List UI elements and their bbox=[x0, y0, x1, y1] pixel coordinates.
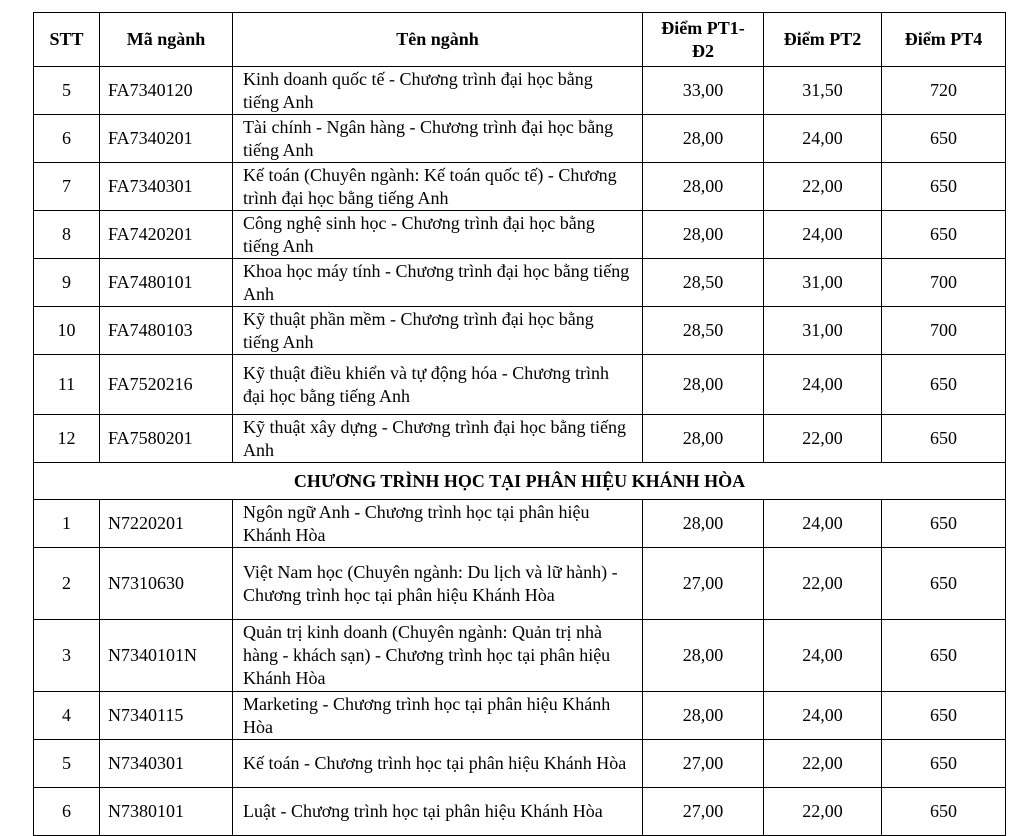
cell-code: FA7480103 bbox=[100, 307, 233, 355]
cell-pt2: 24,00 bbox=[764, 115, 882, 163]
cell-pt4: 700 bbox=[882, 259, 1006, 307]
cell-pt2: 24,00 bbox=[764, 355, 882, 415]
cell-stt: 3 bbox=[34, 620, 100, 692]
cell-pt4: 650 bbox=[882, 115, 1006, 163]
cell-pt1: 28,00 bbox=[643, 500, 764, 548]
cell-name: Kỹ thuật điều khiển và tự động hóa - Chương trình đại học bằng tiếng Anh bbox=[233, 355, 643, 415]
cell-stt: 5 bbox=[34, 67, 100, 115]
cell-code: N7340301 bbox=[100, 740, 233, 788]
cell-name: Marketing - Chương trình học tại phân hiệu Khánh Hòa bbox=[233, 692, 643, 740]
cell-pt1: 28,00 bbox=[643, 115, 764, 163]
cell-stt: 6 bbox=[34, 788, 100, 836]
cell-name: Kế toán - Chương trình học tại phân hiệu Khánh Hòa bbox=[233, 740, 643, 788]
header-pt2: Điểm PT2 bbox=[764, 13, 882, 67]
cell-pt4: 650 bbox=[882, 211, 1006, 259]
header-stt: STT bbox=[34, 13, 100, 67]
cell-code: N7380101 bbox=[100, 788, 233, 836]
cell-pt1: 28,00 bbox=[643, 415, 764, 463]
cell-stt: 8 bbox=[34, 211, 100, 259]
cell-pt4: 650 bbox=[882, 355, 1006, 415]
cell-code: N7340115 bbox=[100, 692, 233, 740]
header-code: Mã ngành bbox=[100, 13, 233, 67]
cell-pt1: 28,00 bbox=[643, 692, 764, 740]
cell-stt: 4 bbox=[34, 692, 100, 740]
table-row bbox=[34, 548, 1006, 620]
header-name: Tên ngành bbox=[233, 13, 643, 67]
table-row bbox=[34, 415, 1006, 463]
cell-stt: 6 bbox=[34, 115, 100, 163]
table-row bbox=[34, 788, 1006, 836]
header-pt4: Điểm PT4 bbox=[882, 13, 1006, 67]
cell-pt4: 650 bbox=[882, 548, 1006, 620]
cell-pt4: 650 bbox=[882, 788, 1006, 836]
cell-name: Khoa học máy tính - Chương trình đại học bằng tiếng Anh bbox=[233, 259, 643, 307]
cell-stt: 2 bbox=[34, 548, 100, 620]
cell-pt1: 27,00 bbox=[643, 740, 764, 788]
cell-pt1: 27,00 bbox=[643, 548, 764, 620]
cell-pt2: 24,00 bbox=[764, 692, 882, 740]
table-row bbox=[34, 692, 1006, 740]
table-row bbox=[34, 163, 1006, 211]
cell-pt2: 22,00 bbox=[764, 163, 882, 211]
table-row bbox=[34, 620, 1006, 692]
cell-pt4: 700 bbox=[882, 307, 1006, 355]
cell-pt2: 22,00 bbox=[764, 415, 882, 463]
cell-stt: 5 bbox=[34, 740, 100, 788]
cell-code: N7220201 bbox=[100, 500, 233, 548]
cell-pt1: 28,00 bbox=[643, 211, 764, 259]
cell-stt: 9 bbox=[34, 259, 100, 307]
section-row bbox=[34, 463, 1006, 500]
cell-name: Công nghệ sinh học - Chương trình đại học bằng tiếng Anh bbox=[233, 211, 643, 259]
cell-pt4: 650 bbox=[882, 740, 1006, 788]
cell-pt2: 31,50 bbox=[764, 67, 882, 115]
table-row bbox=[34, 115, 1006, 163]
cell-stt: 11 bbox=[34, 355, 100, 415]
cell-name: Việt Nam học (Chuyên ngành: Du lịch và lữ hành) - Chương trình học tại phân hiệu Khánh Hòa bbox=[233, 548, 643, 620]
cell-pt1: 28,50 bbox=[643, 259, 764, 307]
cell-code: FA7520216 bbox=[100, 355, 233, 415]
table-row bbox=[34, 211, 1006, 259]
cell-pt4: 720 bbox=[882, 67, 1006, 115]
cell-code: FA7340201 bbox=[100, 115, 233, 163]
cell-pt2: 31,00 bbox=[764, 259, 882, 307]
cell-code: FA7580201 bbox=[100, 415, 233, 463]
cell-code: FA7340120 bbox=[100, 67, 233, 115]
cell-pt2: 24,00 bbox=[764, 620, 882, 692]
cell-pt2: 31,00 bbox=[764, 307, 882, 355]
cell-code: N7340101N bbox=[100, 620, 233, 692]
cell-code: N7310630 bbox=[100, 548, 233, 620]
cell-name: Kỹ thuật xây dựng - Chương trình đại học bằng tiếng Anh bbox=[233, 415, 643, 463]
cell-pt1: 28,50 bbox=[643, 307, 764, 355]
cell-stt: 7 bbox=[34, 163, 100, 211]
cell-pt1: 28,00 bbox=[643, 355, 764, 415]
cell-pt1: 28,00 bbox=[643, 620, 764, 692]
cell-name: Kinh doanh quốc tế - Chương trình đại học bằng tiếng Anh bbox=[233, 67, 643, 115]
table-row bbox=[34, 307, 1006, 355]
cell-code: FA7480101 bbox=[100, 259, 233, 307]
table-row bbox=[34, 259, 1006, 307]
cell-stt: 10 bbox=[34, 307, 100, 355]
cell-pt4: 650 bbox=[882, 500, 1006, 548]
cell-pt4: 650 bbox=[882, 620, 1006, 692]
table-row bbox=[34, 740, 1006, 788]
admission-scores-table bbox=[33, 12, 1006, 836]
cell-name: Kế toán (Chuyên ngành: Kế toán quốc tế) - Chương trình đại học bằng tiếng Anh bbox=[233, 163, 643, 211]
table-row bbox=[34, 500, 1006, 548]
cell-name: Tài chính - Ngân hàng - Chương trình đại học bằng tiếng Anh bbox=[233, 115, 643, 163]
cell-pt4: 650 bbox=[882, 163, 1006, 211]
cell-stt: 12 bbox=[34, 415, 100, 463]
cell-stt: 1 bbox=[34, 500, 100, 548]
cell-name: Luật - Chương trình học tại phân hiệu Khánh Hòa bbox=[233, 788, 643, 836]
table-row bbox=[34, 67, 1006, 115]
cell-pt4: 650 bbox=[882, 415, 1006, 463]
header-row bbox=[34, 13, 1006, 67]
cell-name: Quản trị kinh doanh (Chuyên ngành: Quản trị nhà hàng - khách sạn) - Chương trình học tại phân hiệu Khánh Hòa bbox=[233, 620, 643, 692]
cell-pt2: 22,00 bbox=[764, 740, 882, 788]
cell-code: FA7420201 bbox=[100, 211, 233, 259]
header-pt1: Điểm PT1-Đ2 bbox=[643, 13, 764, 67]
cell-pt2: 22,00 bbox=[764, 548, 882, 620]
cell-code: FA7340301 bbox=[100, 163, 233, 211]
cell-pt2: 24,00 bbox=[764, 500, 882, 548]
cell-pt1: 28,00 bbox=[643, 163, 764, 211]
cell-pt1: 27,00 bbox=[643, 788, 764, 836]
cell-pt4: 650 bbox=[882, 692, 1006, 740]
cell-pt2: 24,00 bbox=[764, 211, 882, 259]
cell-name: Kỹ thuật phần mềm - Chương trình đại học bằng tiếng Anh bbox=[233, 307, 643, 355]
cell-name: Ngôn ngữ Anh - Chương trình học tại phân hiệu Khánh Hòa bbox=[233, 500, 643, 548]
section-title: CHƯƠNG TRÌNH HỌC TẠI PHÂN HIỆU KHÁNH HÒA bbox=[34, 463, 1006, 500]
table-row bbox=[34, 355, 1006, 415]
cell-pt2: 22,00 bbox=[764, 788, 882, 836]
cell-pt1: 33,00 bbox=[643, 67, 764, 115]
